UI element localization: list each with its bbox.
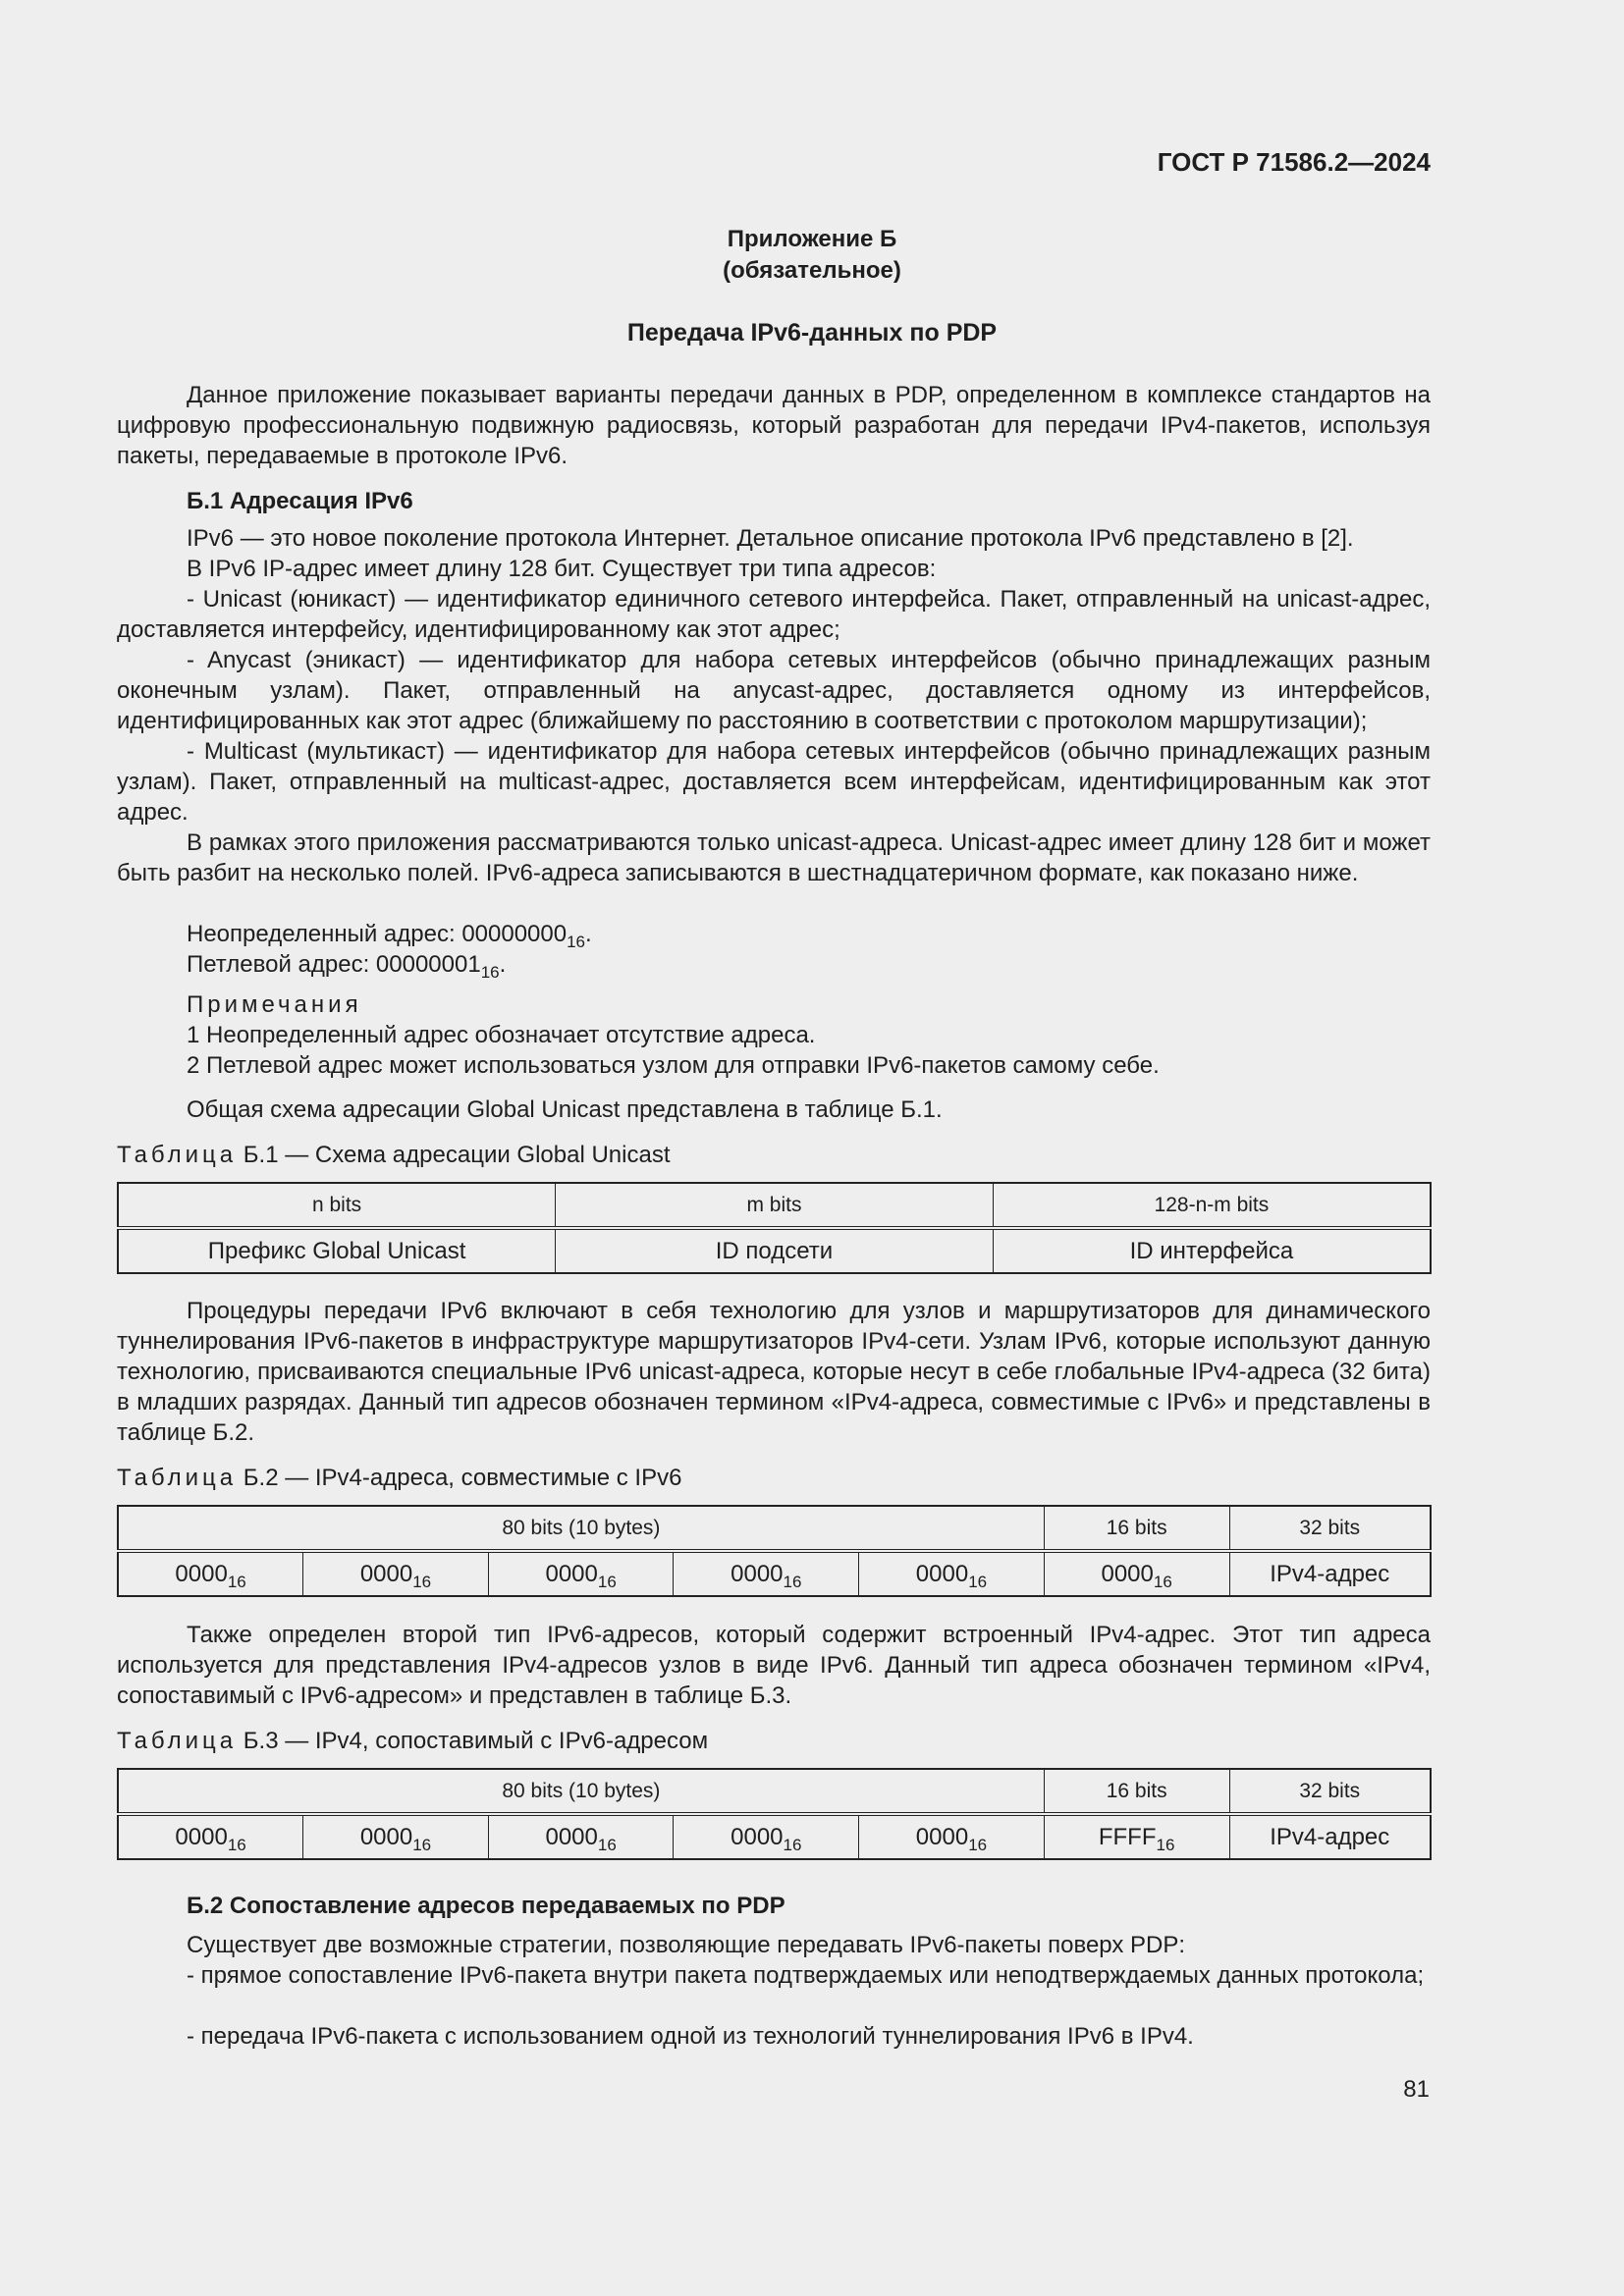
- table-cell: $0000_{16}$: [303, 1814, 489, 1859]
- note-1: 1 Неопределенный адрес обозначает отсутствие адреса.: [187, 1022, 816, 1048]
- second-type-paragraph: Также определен второй тип IPv6-адресов, который содержит встроенный IPv4-адрес. Этот тип адреса используется для представления IPv4-адресов узлов в виде IPv6. Данный тип адреса обозначен термином «IPv4, сопоставимый с IPv6-адресом» и представлен в таблице Б.3.: [117, 1622, 1431, 1709]
- table-header-cell: m bits: [556, 1183, 994, 1228]
- table-cell: $0000_{16}$: [674, 1551, 859, 1596]
- loopback-address: Петлевой адрес: $00000001_{16}$.: [187, 951, 507, 982]
- b2-direct-mapping-item: - прямое сопоставление IPv6-пакета внутри пакета подтверждаемых или неподтверждаемых данных протокола;: [187, 1962, 1425, 1989]
- table-cell: ID подсети: [556, 1228, 994, 1273]
- table-row: [118, 1228, 1431, 1273]
- b1-anycast-item: - Anycast (эникаст) — идентификатор для набора сетевых интерфейсов (обычно принадлежащих разным оконечным узлам). Пакет, отправленный на anycast-адрес, доставляется одному из интерфейсов, идентифицированных как этот адрес (ближайшему по расстоянию в соответствии с протоколом маршрутизации);: [117, 647, 1431, 734]
- table-cell: $0000_{16}$: [1044, 1551, 1229, 1596]
- procedures-paragraph: Процедуры передачи IPv6 включают в себя технологию для узлов и маршрутизаторов для динамического туннелирования IPv6-пакетов в инфраструктуре маршрутизаторов IPv4-сети. Узлам IPv6, которые используют данную технологию, присваиваются специальные IPv6 unicast-адреса, которые несут в себе глобальные IPv4-адреса (32 бита) в младших разрядах. Данный тип адресов обозначен термином «IPv4-адреса, совместимые с IPv6» и представлены в таблице Б.2.: [117, 1298, 1431, 1446]
- b2-tunneling-item: - передача IPv6-пакета с использованием одной из технологий туннелирования IPv6 в IPv4.: [187, 2023, 1194, 2050]
- page-number: 81: [1403, 2076, 1430, 2103]
- table-row: [118, 1551, 1431, 1596]
- table-header-cell: 32 bits: [1229, 1506, 1431, 1551]
- section-b1-heading: Б.1 Адресация IPv6: [187, 488, 413, 514]
- b2-paragraph-1: Существует две возможные стратегии, позволяющие передавать IPv6-пакеты поверх PDP:: [187, 1932, 1186, 1958]
- table-header-cell: 80 bits (10 bytes): [118, 1506, 1044, 1551]
- table-b2: [117, 1505, 1432, 1597]
- table-cell: $0000_{16}$: [118, 1814, 303, 1859]
- table-b3: [117, 1768, 1432, 1860]
- table-cell: $0000_{16}$: [859, 1551, 1045, 1596]
- table-header-cell: 128-n-m bits: [993, 1183, 1431, 1228]
- table-cell: $0000_{16}$: [303, 1551, 489, 1596]
- table-cell: IPv4-адрес: [1229, 1551, 1431, 1596]
- table-cell: $0000_{16}$: [488, 1814, 674, 1859]
- unspecified-address: Неопределенный адрес: $00000000_{16}$.: [187, 921, 592, 951]
- table-cell: $FFFF_{16}$: [1044, 1814, 1229, 1859]
- table-b2-caption: Таблица Б.2 — IPv4-адреса, совместимые с IPv6: [117, 1465, 682, 1491]
- table-header-cell: n bits: [118, 1183, 556, 1228]
- table-cell: $0000_{16}$: [118, 1551, 303, 1596]
- table-header-cell: 80 bits (10 bytes): [118, 1769, 1044, 1814]
- note-2: 2 Петлевой адрес может использоваться узлом для отправки IPv6-пакетов самому себе.: [187, 1052, 1160, 1079]
- notes-heading: Примечания: [187, 991, 362, 1018]
- table-cell: ID интерфейса: [993, 1228, 1431, 1273]
- table-row: [118, 1814, 1431, 1859]
- appendix-name: Передача IPv6-данных по PDP: [626, 319, 998, 347]
- b1-paragraph-7: Общая схема адресации Global Unicast представлена в таблице Б.1.: [187, 1096, 943, 1123]
- table-header-cell: 16 bits: [1044, 1769, 1229, 1814]
- appendix-status: (обязательное): [723, 257, 901, 284]
- table-b1-caption: Таблица Б.1 — Схема адресации Global Unicast: [117, 1142, 671, 1168]
- b1-paragraph-2: В IPv6 IP-адрес имеет длину 128 бит. Существует три типа адресов:: [187, 556, 937, 582]
- table-cell: $0000_{16}$: [488, 1551, 674, 1596]
- table-cell: $0000_{16}$: [859, 1814, 1045, 1859]
- table-cell: IPv4-адрес: [1229, 1814, 1431, 1859]
- table-cell: $0000_{16}$: [674, 1814, 859, 1859]
- b1-paragraph-1: IPv6 — это новое поколение протокола Интернет. Детальное описание протокола IPv6 представлено в [2].: [187, 525, 1354, 552]
- table-row: [118, 1506, 1431, 1551]
- table-header-cell: 32 bits: [1229, 1769, 1431, 1814]
- table-row: [118, 1769, 1431, 1814]
- table-b1: [117, 1182, 1432, 1274]
- table-row: [118, 1183, 1431, 1228]
- b1-unicast-item: - Unicast (юникаст) — идентификатор единичного сетевого интерфейса. Пакет, отправленный на unicast-адрес, доставляется интерфейсу, идентифицированному как этот адрес;: [117, 586, 1431, 643]
- b1-paragraph-6: В рамках этого приложения рассматриваются только unicast-адреса. Unicast-адрес имеет длину 128 бит и может быть разбит на несколько полей. IPv6-адреса записываются в шестнадцатеричном формате, как показано ниже.: [117, 829, 1431, 886]
- b1-multicast-item: - Multicast (мультикаст) — идентификатор для набора сетевых интерфейсов (обычно принадлежащих разным узлам). Пакет, отправленный на multicast-адрес, доставляется всем интерфейсам, идентифицированным как этот адрес.: [117, 738, 1431, 826]
- table-b3-caption: Таблица Б.3 — IPv4, сопоставимый с IPv6-адресом: [117, 1728, 709, 1754]
- section-b2-heading: Б.2 Сопоставление адресов передаваемых по PDP: [187, 1893, 785, 1919]
- appendix-title: Приложение Б: [727, 226, 897, 252]
- table-header-cell: 16 bits: [1044, 1506, 1229, 1551]
- standard-id: ГОСТ Р 71586.2—2024: [1157, 147, 1431, 177]
- intro-paragraph: Данное приложение показывает варианты передачи данных в PDP, определенном в комплексе стандартов на цифровую профессиональную подвижную радиосвязь, который разработан для передачи IPv4-пакетов, используя пакеты, передаваемые в протоколе IPv6.: [117, 382, 1431, 469]
- table-cell: Префикс Global Unicast: [118, 1228, 556, 1273]
